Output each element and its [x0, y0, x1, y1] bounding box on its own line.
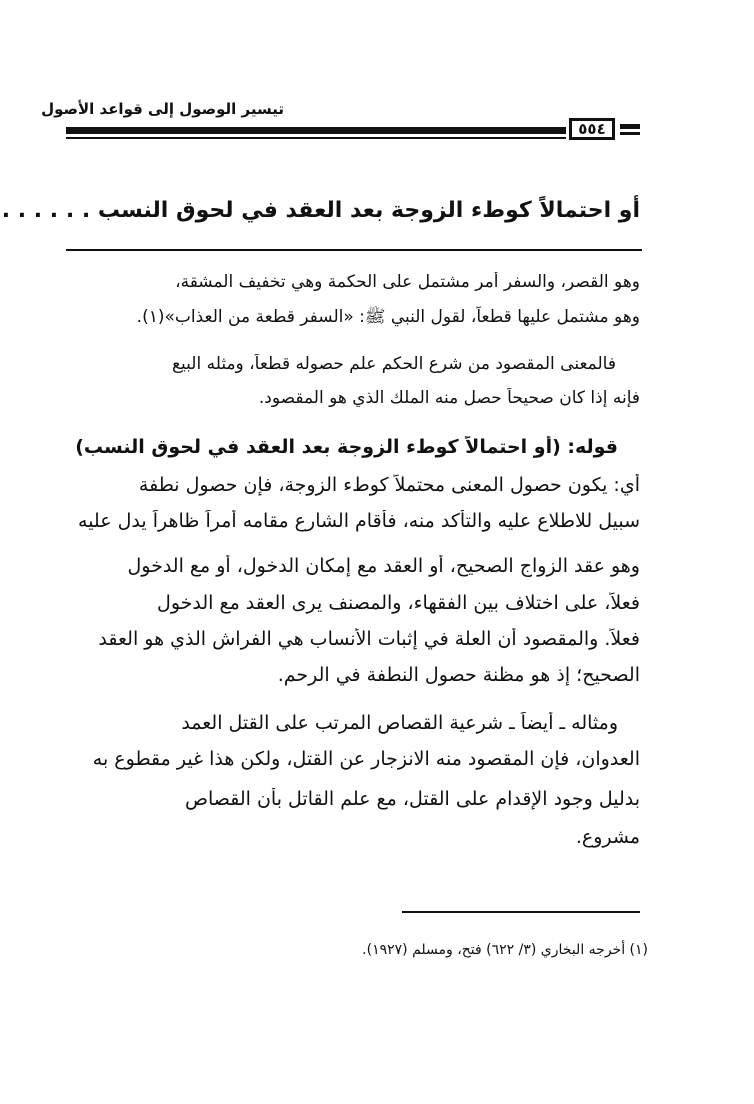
- header-rule-right-thick: [620, 124, 640, 129]
- paragraph-line: العدوان، فإن المقصود منه الانزجار عن القتل، ولكن هذا غير مقطوع به: [92, 748, 640, 770]
- paragraph-line: فعلاً، على اختلاف بين الفقهاء، والمصنف يرى العقد مع الدخول: [157, 592, 640, 614]
- header-rule-right-thin: [620, 132, 640, 135]
- matn-separator-rule: [66, 249, 642, 251]
- header-rule-thick: [66, 127, 566, 134]
- footnote-separator-rule: [402, 911, 640, 913]
- paragraph-line: سبيل للاطلاع عليه والتأكد منه، فأقام الشارع مقامه أمراً ظاهراً يدل عليه: [78, 510, 640, 532]
- paragraph-line: فعلاً. والمقصود أن العلة في إثبات الأنساب هي الفراش الذي هو العقد: [98, 628, 640, 650]
- matn-text: أو احتمالاً كوطء الزوجة بعد العقد في لحوق النسب . . . . . .: [1, 198, 640, 223]
- paragraph-line: فإنه إذا كان صحيحاً حصل منه الملك الذي هو المقصود.: [258, 388, 640, 408]
- paragraph-line: وهو القصر، والسفر أمر مشتمل على الحكمة وهي تخفيف المشقة،: [175, 272, 640, 292]
- paragraph-line: ومثاله ـ أيضاً ـ شرعية القصاص المرتب على القتل العمد: [181, 712, 618, 734]
- paragraph-line: بدليل وجود الإقدام على القتل، مع علم القاتل بأن القصاص: [185, 788, 640, 810]
- paragraph-line: مشروع.: [575, 826, 640, 848]
- footnote: (١) أخرجه البخاري (٣/ ٦٢٢) فتح، ومسلم (١٩٢٧).: [362, 942, 648, 958]
- paragraph-line: وهو مشتمل عليها قطعاً، لقول النبي ﷺ: «السفر قطعة من العذاب»(١).: [136, 307, 640, 327]
- paragraph-line: وهو عقد الزواج الصحيح، أو العقد مع إمكان الدخول، أو مع الدخول: [127, 555, 640, 577]
- running-title: تيسير الوصول إلى قواعد الأصول: [41, 100, 284, 118]
- paragraph-line: أي: يكون حصول المعنى محتملاً كوطء الزوجة، فإن حصول نطفة: [138, 474, 640, 496]
- paragraph-line: فالمعنى المقصود من شرع الحكم علم حصوله قطعاً، ومثله البيع: [171, 354, 616, 374]
- page-number: ٥٥٤: [569, 118, 615, 140]
- paragraph-line: الصحيح؛ إذ هو مظنة حصول النطفة في الرحم.: [277, 664, 640, 686]
- header-rule-thin: [66, 137, 566, 139]
- commentary-heading: قوله: (أو احتمالاً كوطء الزوجة بعد العقد في لحوق النسب): [75, 436, 618, 458]
